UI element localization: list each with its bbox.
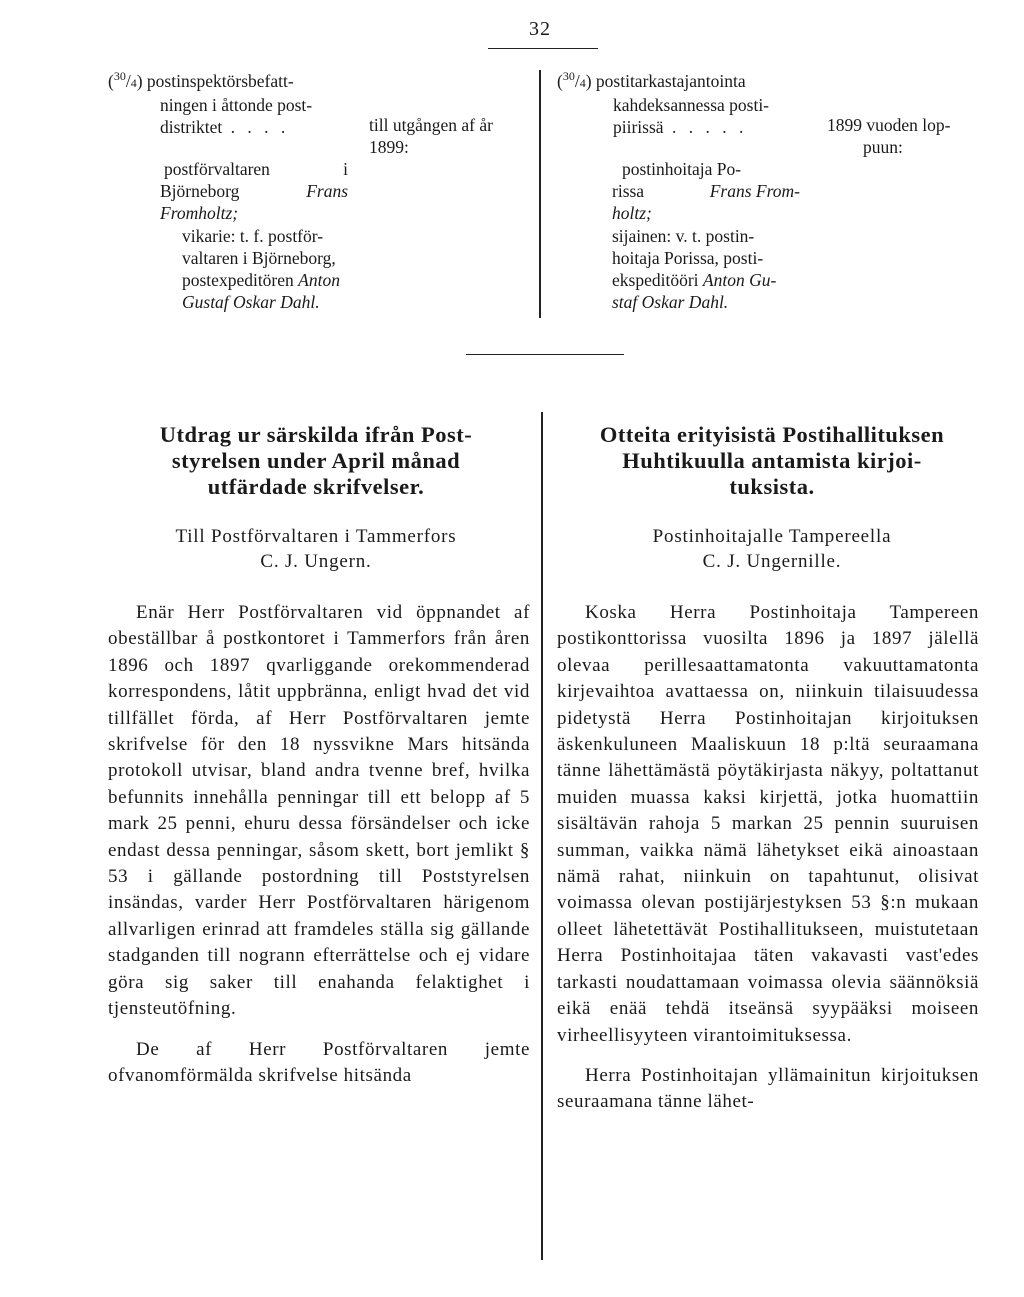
left-date-line-2: 1899: bbox=[369, 137, 409, 158]
top-divider bbox=[539, 70, 541, 318]
right-date-line-2: puun: bbox=[863, 137, 903, 158]
left-top-line-3: distriktet . . . . bbox=[160, 117, 290, 138]
right-entry-line-2: rissa Frans From- bbox=[612, 181, 800, 202]
right-paragraph-1: Koska Herra Postinhoitaja Tampereen postikonttorissa vuosilta 1896 ja 1897 jälellä olevaa perillesaattamatonta vakuuttamatonta kirjevaihtoa avattaessa on, niinkuin tilaisuudessa pidetystä Herra Postinhoitajan kirjoituksen äskenkuluneen Maaliskuun 18 p:ltä seuraamana tänne lähettämästä pöytäkirjasta näkyy, poltattanut muiden muassa kaksi kirjettä, jotka huomattiin sisältävän rahoja 5 markan 25 pennin suuruisen summan, vaikka nämä lähetykset eikä ainoastaan nämä rahat, niinkuin on tapahtunut, olisivat voimassa olevan postijärjestyksen 53 §:n mukaan olleet lähetettävät Postihallitukseen, muistutetaan Herra Postinhoitajaa täten vakavasti vast'edes tarkasti noudattamaan voimassa olevia säännöksiä eikä enää tehdä itseänsä syypääksi moiseen virheellisyyteen virantoimituksessa. bbox=[557, 602, 979, 1046]
left-entry-line-4: vikarie: t. f. postför- bbox=[182, 225, 324, 246]
right-top-heading bbox=[557, 70, 827, 139]
right-address bbox=[557, 524, 987, 574]
right-paragraph-2: Herra Postinhoitajan yllämainitun kirjoituksen seuraamana tänne lähet- bbox=[557, 1064, 979, 1113]
right-entry-line-1: postinhoitaja Po- bbox=[622, 159, 742, 179]
left-address-line-2: C. J. Ungern. bbox=[260, 551, 372, 572]
right-entry-line-3: holtz; bbox=[612, 203, 652, 224]
right-entry-line-6: ekspeditööri Anton Gu- bbox=[612, 270, 777, 291]
right-top-entry bbox=[612, 158, 800, 313]
left-entry-line-6: postexpeditören Anton bbox=[182, 270, 340, 291]
right-date-line-1: 1899 vuoden lop- bbox=[827, 115, 951, 135]
left-heading-line-1: Utdrag ur särskilda ifrån Post- bbox=[159, 422, 473, 447]
left-entry-line-5: valtaren i Björneborg, bbox=[182, 247, 336, 268]
right-top-date bbox=[827, 114, 997, 158]
right-address-line-1: Postinhoitajalle Tampereella bbox=[652, 526, 892, 547]
left-entry-line-3: Fromholtz; bbox=[160, 203, 239, 224]
right-entry-line-4: sijainen: v. t. postin- bbox=[612, 225, 755, 246]
section-rule bbox=[466, 354, 624, 355]
left-heading-line-2: styrelsen under April månad bbox=[171, 448, 461, 473]
left-date-line-1: till utgången af år bbox=[369, 115, 493, 135]
left-top-entry bbox=[160, 158, 348, 313]
right-top-line-1: ($^{30}$/4) postitarkastajantointa bbox=[557, 69, 746, 91]
left-heading-line-3: utfärdade skrifvelser. bbox=[207, 474, 425, 499]
right-address-line-2: C. J. Ungernille. bbox=[702, 551, 842, 572]
right-body bbox=[557, 600, 979, 1116]
left-paragraph-2: De af Herr Postförvaltaren jemte ofvanomförmälda skrifvelse hitsända bbox=[108, 1038, 530, 1086]
left-heading bbox=[108, 422, 524, 500]
right-heading-line-1: Otteita erityisistä Postihallituksen bbox=[599, 422, 945, 447]
right-top-line-3: piirissä . . . . . bbox=[613, 117, 748, 138]
left-entry-line-1: postförvaltaren i bbox=[164, 159, 348, 179]
right-heading-line-3: tuksista. bbox=[729, 474, 815, 499]
left-top-heading bbox=[108, 70, 348, 139]
left-body bbox=[108, 600, 530, 1089]
left-address-line-1: Till Postförvaltaren i Tammerfors bbox=[175, 526, 457, 547]
page-number: 32 bbox=[529, 18, 551, 40]
left-top-line-1: ($^{30}$/4) postinspektörsbefatt- bbox=[108, 69, 294, 91]
left-top-date bbox=[369, 114, 534, 158]
left-entry-line-7: Gustaf Oskar Dahl. bbox=[182, 292, 320, 313]
right-top-line-2: kahdeksannessa posti- bbox=[613, 95, 770, 116]
left-entry-line-2: Björneborg Frans bbox=[160, 181, 348, 202]
page-number-rule bbox=[488, 48, 598, 49]
column-divider bbox=[541, 412, 543, 1260]
right-entry-line-7: staf Oskar Dahl. bbox=[612, 292, 729, 313]
right-entry-line-5: hoitaja Porissa, posti- bbox=[612, 247, 764, 268]
left-top-line-2: ningen i åttonde post- bbox=[160, 95, 313, 116]
left-paragraph-1: Enär Herr Postförvaltaren vid öppnandet af obeställbar å postkontoret i Tammerfors från åren 1896 och 1897 qvarliggande orekommenderad korrespondens, låtit uppbränna, enligt hvad det vid tillfället förda, af Herr Postförvaltaren jemte skrifvelse för den 18 nyssvikne Mars hitsända protokoll utvisar, bland andra tvenne bref, hvilka befunnits innehålla penningar till ett belopp af 5 mark 25 penni, ehuru dessa försändelser och icke endast dessa penningar, såsom skett, bort jemlikt § 53 i gällande postordning till Poststyrelsen insändas, varder Herr Postförvaltaren härigenom allvarligen erinrad att framdeles ställa sig gällande stadganden till nogrann efterrättelse och ej vidare göra sig saker till enahanda felaktighet i tjensteutöfning. bbox=[108, 602, 530, 1020]
left-address bbox=[108, 524, 524, 574]
right-heading-line-2: Huhtikuulla antamista kirjoi- bbox=[622, 448, 922, 473]
right-heading bbox=[557, 422, 987, 500]
